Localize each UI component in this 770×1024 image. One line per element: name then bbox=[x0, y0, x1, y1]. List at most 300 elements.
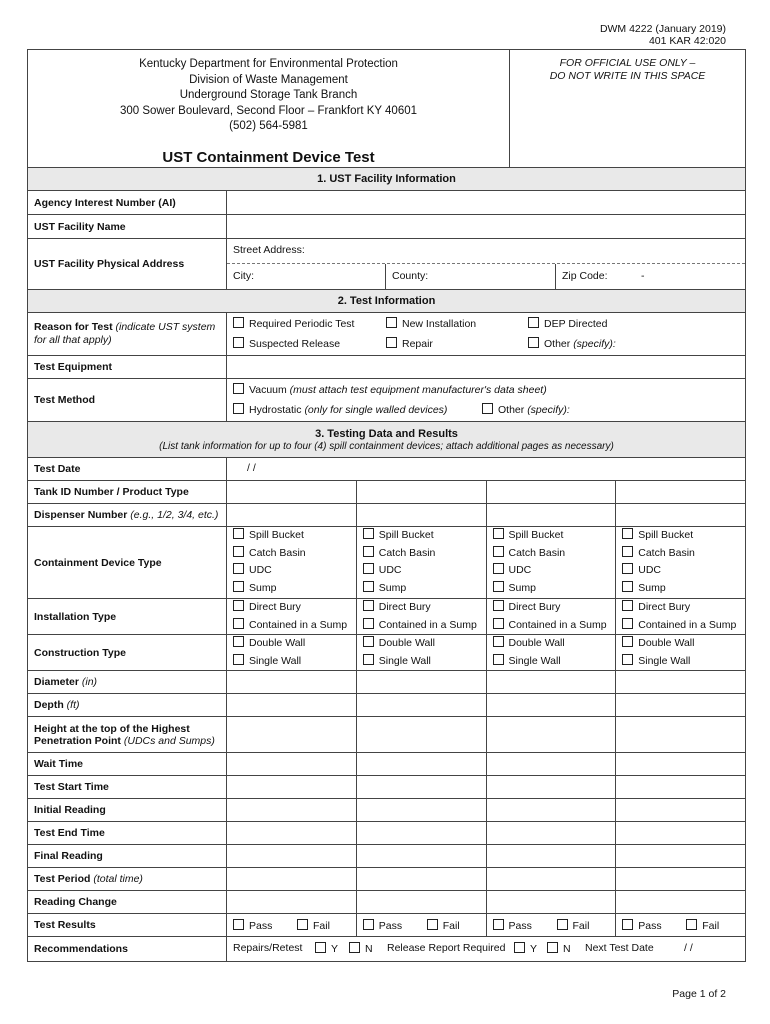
ai-field[interactable] bbox=[227, 191, 745, 214]
reason-other[interactable] bbox=[528, 337, 616, 350]
agency-line: 300 Sower Boulevard, Second Floor – Frankfort KY 40601 bbox=[119, 104, 418, 117]
option-label: Double Wall bbox=[378, 637, 435, 649]
row-test-results bbox=[28, 914, 745, 937]
checkbox[interactable] bbox=[233, 581, 244, 592]
label-facility-name: UST Facility Name bbox=[28, 215, 227, 238]
option-label: Double Wall bbox=[249, 637, 306, 649]
checkbox[interactable] bbox=[493, 618, 504, 629]
checkbox[interactable] bbox=[363, 528, 374, 539]
opt-direct-bury[interactable] bbox=[487, 599, 616, 617]
checkbox[interactable] bbox=[547, 942, 558, 953]
option-label: Single Wall bbox=[638, 654, 691, 667]
test-period-label: Test Period bbox=[34, 873, 91, 885]
city-field[interactable] bbox=[227, 264, 386, 289]
opt-sump[interactable] bbox=[227, 580, 356, 598]
section-1-heading: 1. UST Facility Information bbox=[28, 168, 745, 191]
official-use-line: FOR OFFICIAL USE ONLY – bbox=[559, 57, 696, 69]
reading-change-cell[interactable] bbox=[487, 891, 617, 913]
reading-change-cells bbox=[227, 891, 745, 913]
label-final-reading: Final Reading bbox=[28, 845, 227, 867]
option-label: Double Wall bbox=[508, 637, 565, 649]
opt-catch-basin[interactable] bbox=[357, 545, 486, 563]
opt-udc[interactable] bbox=[487, 562, 616, 580]
opt-single-wall[interactable] bbox=[487, 653, 616, 671]
checkbox[interactable] bbox=[363, 563, 374, 574]
checkbox[interactable] bbox=[622, 546, 633, 557]
reading-change-cell[interactable] bbox=[227, 891, 357, 913]
next-test-date-field[interactable]: / / bbox=[684, 942, 693, 954]
result-fail[interactable] bbox=[557, 919, 590, 932]
opt-contained-in-sump[interactable] bbox=[487, 617, 616, 635]
final-reading-cell[interactable] bbox=[487, 845, 617, 867]
checkbox[interactable] bbox=[363, 581, 374, 592]
option-label: Spill Bucket bbox=[638, 529, 694, 541]
checkbox[interactable] bbox=[493, 919, 504, 930]
containment-cell bbox=[357, 527, 487, 598]
form-number: DWM 4222 (January 2019) bbox=[599, 23, 726, 35]
checkbox[interactable] bbox=[297, 919, 308, 930]
checkbox[interactable] bbox=[233, 654, 244, 665]
final-reading-cell[interactable] bbox=[616, 845, 745, 867]
opt-udc[interactable] bbox=[357, 562, 486, 580]
checkbox[interactable] bbox=[233, 600, 244, 611]
diameter-cell[interactable] bbox=[616, 671, 745, 693]
agency-line: Division of Waste Management bbox=[189, 73, 348, 86]
initial-reading-cells bbox=[227, 799, 745, 821]
option-label: N bbox=[563, 943, 571, 955]
option-label: Single Wall bbox=[508, 654, 561, 667]
depth-cell[interactable] bbox=[227, 694, 357, 716]
release-yes[interactable] bbox=[514, 942, 537, 955]
label-height bbox=[28, 717, 227, 752]
dispenser-cell[interactable] bbox=[487, 504, 617, 526]
row-test-equipment bbox=[28, 356, 745, 379]
section-3-subtitle: (List tank information for up to four (4) spill containment devices; attach additional pages as necessary) bbox=[159, 441, 614, 452]
initial-reading-cell[interactable] bbox=[487, 799, 617, 821]
checkbox[interactable] bbox=[233, 383, 244, 394]
result-pass[interactable] bbox=[622, 919, 661, 932]
official-use-box bbox=[510, 50, 745, 167]
height-cells bbox=[227, 717, 745, 752]
row-wait-time bbox=[28, 753, 745, 776]
checkbox[interactable] bbox=[233, 317, 244, 328]
facility-name-field[interactable] bbox=[227, 215, 745, 238]
opt-single-wall[interactable] bbox=[357, 653, 486, 671]
option-label: Pass bbox=[638, 920, 662, 932]
opt-spill-bucket[interactable] bbox=[227, 527, 356, 545]
test-end-cell[interactable] bbox=[357, 822, 487, 844]
reason-label: Reason for Test bbox=[34, 321, 113, 333]
city-county-zip bbox=[227, 264, 745, 289]
test-equipment-field[interactable] bbox=[227, 356, 745, 378]
wait-time-cell[interactable] bbox=[616, 753, 745, 775]
opt-double-wall[interactable] bbox=[616, 635, 745, 653]
checkbox[interactable] bbox=[622, 636, 633, 647]
construction-cells bbox=[227, 635, 745, 670]
row-reading-change bbox=[28, 891, 745, 914]
test-results-cells bbox=[227, 914, 745, 936]
test-end-cell[interactable] bbox=[227, 822, 357, 844]
repairs-yes[interactable] bbox=[315, 942, 338, 955]
test-start-cell[interactable] bbox=[487, 776, 617, 798]
checkbox[interactable] bbox=[622, 600, 633, 611]
depth-cell[interactable] bbox=[487, 694, 617, 716]
option-label: Pass bbox=[249, 920, 273, 932]
test-period-cell[interactable] bbox=[487, 868, 617, 890]
checkbox[interactable] bbox=[233, 919, 244, 930]
height-note: (UDCs and Sumps) bbox=[123, 734, 215, 747]
checkbox[interactable] bbox=[363, 654, 374, 665]
official-use-line: DO NOT WRITE IN THIS SPACE bbox=[549, 70, 706, 82]
release-no[interactable] bbox=[547, 942, 571, 955]
final-reading-cell[interactable] bbox=[227, 845, 357, 867]
diameter-cell[interactable] bbox=[487, 671, 617, 693]
option-label: Spill Bucket bbox=[378, 529, 434, 541]
row-test-date bbox=[28, 458, 745, 481]
result-pass[interactable] bbox=[493, 919, 532, 932]
date-separators: / / bbox=[247, 462, 256, 474]
method-vacuum[interactable] bbox=[233, 383, 547, 396]
checkbox[interactable] bbox=[622, 563, 633, 574]
checkbox[interactable] bbox=[233, 337, 244, 348]
option-label: Single Wall bbox=[249, 654, 302, 667]
checkbox[interactable] bbox=[622, 581, 633, 592]
installation-cell bbox=[357, 599, 487, 634]
option-label: Single Wall bbox=[378, 654, 431, 667]
height-cell[interactable] bbox=[227, 717, 357, 752]
option-label: Pass bbox=[378, 920, 403, 932]
agency-line: Underground Storage Tank Branch bbox=[179, 89, 358, 101]
test-start-cell[interactable] bbox=[227, 776, 357, 798]
form-frame bbox=[27, 49, 746, 962]
installation-cell bbox=[227, 599, 357, 634]
tank-id-cell[interactable] bbox=[227, 481, 357, 503]
option-label: Vacuum bbox=[249, 384, 287, 396]
initial-reading-cell[interactable] bbox=[227, 799, 357, 821]
diameter-cell[interactable] bbox=[227, 671, 357, 693]
initial-reading-cell[interactable] bbox=[616, 799, 745, 821]
checkbox[interactable] bbox=[233, 618, 244, 629]
label-wait-time: Wait Time bbox=[28, 753, 227, 775]
opt-sump[interactable] bbox=[487, 580, 616, 598]
checkbox[interactable] bbox=[557, 919, 568, 930]
wait-time-cell[interactable] bbox=[487, 753, 617, 775]
row-reason-for-test bbox=[28, 313, 745, 356]
form-header bbox=[28, 50, 745, 168]
row-facility-name bbox=[28, 215, 745, 239]
address-fields bbox=[227, 239, 745, 289]
specify-note: (specify): bbox=[527, 404, 570, 416]
opt-single-wall[interactable] bbox=[227, 653, 356, 671]
checkbox[interactable] bbox=[233, 563, 244, 574]
row-final-reading bbox=[28, 845, 745, 868]
row-tank-id bbox=[28, 481, 745, 504]
vacuum-note: (must attach test equipment manufacturer's data sheet) bbox=[289, 384, 547, 396]
label-test-end-time: Test End Time bbox=[28, 822, 227, 844]
option-label: Other bbox=[544, 338, 571, 350]
checkbox[interactable] bbox=[622, 654, 633, 665]
opt-udc[interactable] bbox=[616, 562, 745, 580]
reason-periodic[interactable] bbox=[233, 317, 354, 330]
opt-double-wall[interactable] bbox=[357, 635, 486, 653]
checkbox[interactable] bbox=[386, 337, 397, 348]
checkbox[interactable] bbox=[233, 636, 244, 647]
opt-catch-basin[interactable] bbox=[616, 545, 745, 563]
row-dispenser bbox=[28, 504, 745, 527]
checkbox[interactable] bbox=[493, 563, 504, 574]
option-label: Fail bbox=[313, 920, 330, 932]
opt-catch-basin[interactable] bbox=[487, 545, 616, 563]
construction-cell bbox=[487, 635, 617, 670]
label-test-period bbox=[28, 868, 227, 890]
diameter-cell[interactable] bbox=[357, 671, 487, 693]
option-label: UDC bbox=[638, 564, 661, 577]
checkbox[interactable] bbox=[315, 942, 326, 953]
checkbox[interactable] bbox=[622, 528, 633, 539]
street-field[interactable] bbox=[227, 239, 745, 264]
option-label: Hydrostatic bbox=[249, 404, 302, 416]
result-pass[interactable] bbox=[233, 919, 272, 932]
row-agency-interest bbox=[28, 191, 745, 215]
section-2-heading: 2. Test Information bbox=[28, 290, 745, 313]
row-recommendations bbox=[28, 937, 745, 961]
checkbox[interactable] bbox=[493, 546, 504, 557]
checkbox[interactable] bbox=[233, 528, 244, 539]
opt-double-wall[interactable] bbox=[487, 635, 616, 653]
option-label: Catch Basin bbox=[638, 546, 695, 559]
repairs-retest-label: Repairs/Retest bbox=[233, 942, 303, 954]
reading-change-cell[interactable] bbox=[357, 891, 487, 913]
option-label: Fail bbox=[702, 920, 720, 932]
height-cell[interactable] bbox=[616, 717, 745, 752]
opt-contained-in-sump[interactable] bbox=[616, 617, 745, 635]
label-test-date: Test Date bbox=[28, 458, 227, 480]
checkbox[interactable] bbox=[493, 600, 504, 611]
opt-double-wall[interactable] bbox=[227, 635, 356, 653]
diameter-unit: (in) bbox=[81, 676, 98, 688]
test-end-cell[interactable] bbox=[487, 822, 617, 844]
option-label: Direct Bury bbox=[249, 601, 301, 613]
installation-cell bbox=[487, 599, 617, 634]
checkbox[interactable] bbox=[427, 919, 438, 930]
option-label: Suspected Release bbox=[249, 338, 341, 350]
depth-cells bbox=[227, 694, 745, 716]
checkbox[interactable] bbox=[349, 942, 360, 953]
option-label: Contained in a Sump bbox=[638, 618, 737, 631]
county-label: County: bbox=[392, 270, 429, 282]
hydro-note: (only for single walled devices) bbox=[304, 404, 448, 416]
section-3-title: 3. Testing Data and Results bbox=[315, 428, 458, 440]
test-period-cell[interactable] bbox=[616, 868, 745, 890]
tank-id-cell[interactable] bbox=[616, 481, 745, 503]
opt-catch-basin[interactable] bbox=[227, 545, 356, 563]
initial-reading-cell[interactable] bbox=[357, 799, 487, 821]
label-containment: Containment Device Type bbox=[28, 527, 227, 598]
test-start-cell[interactable] bbox=[616, 776, 745, 798]
checkbox[interactable] bbox=[386, 317, 397, 328]
reason-repair[interactable] bbox=[386, 337, 433, 350]
tank-id-cell[interactable] bbox=[487, 481, 617, 503]
county-field[interactable] bbox=[386, 264, 556, 289]
label-initial-reading: Initial Reading bbox=[28, 799, 227, 821]
reason-suspected-release[interactable] bbox=[233, 337, 340, 350]
containment-cell bbox=[487, 527, 617, 598]
result-fail[interactable] bbox=[297, 919, 330, 932]
opt-udc[interactable] bbox=[227, 562, 356, 580]
option-label: Sump bbox=[638, 581, 666, 594]
checkbox[interactable] bbox=[686, 919, 697, 930]
opt-direct-bury[interactable] bbox=[357, 599, 486, 617]
result-fail[interactable] bbox=[686, 919, 719, 932]
option-label: Direct Bury bbox=[378, 601, 431, 613]
checkbox[interactable] bbox=[514, 942, 525, 953]
containment-cell bbox=[227, 527, 357, 598]
opt-sump[interactable] bbox=[357, 580, 486, 598]
label-test-method: Test Method bbox=[28, 379, 227, 421]
construction-cell bbox=[357, 635, 487, 670]
opt-contained-in-sump[interactable] bbox=[357, 617, 486, 635]
depth-cell[interactable] bbox=[616, 694, 745, 716]
wait-time-cell[interactable] bbox=[227, 753, 357, 775]
installation-cells bbox=[227, 599, 745, 634]
label-dispenser bbox=[28, 504, 227, 526]
tank-id-cells bbox=[227, 481, 745, 503]
agency-line: (502) 564-5981 bbox=[229, 120, 308, 132]
tank-id-cell[interactable] bbox=[357, 481, 487, 503]
dispenser-label: Dispenser Number bbox=[34, 509, 128, 521]
opt-sump[interactable] bbox=[616, 580, 745, 598]
method-hydrostatic[interactable] bbox=[233, 403, 447, 416]
label-test-results: Test Results bbox=[28, 914, 227, 936]
zip-field[interactable] bbox=[556, 264, 745, 289]
checkbox[interactable] bbox=[363, 546, 374, 557]
checkbox[interactable] bbox=[622, 919, 633, 930]
recommendations-field bbox=[227, 937, 745, 961]
row-test-period bbox=[28, 868, 745, 891]
checkbox[interactable] bbox=[493, 528, 504, 539]
row-initial-reading bbox=[28, 799, 745, 822]
option-label: Contained in a Sump bbox=[378, 618, 477, 631]
agency-block bbox=[28, 50, 510, 167]
label-construction: Construction Type bbox=[28, 635, 227, 670]
checkbox[interactable] bbox=[363, 919, 374, 930]
containment-cells bbox=[227, 527, 745, 598]
opt-single-wall[interactable] bbox=[616, 653, 745, 671]
label-test-equipment: Test Equipment bbox=[28, 356, 227, 378]
reading-change-cell[interactable] bbox=[616, 891, 745, 913]
option-label: N bbox=[365, 943, 373, 955]
opt-spill-bucket[interactable] bbox=[487, 527, 616, 545]
checkbox[interactable] bbox=[622, 618, 633, 629]
opt-direct-bury[interactable] bbox=[616, 599, 745, 617]
row-test-method bbox=[28, 379, 745, 422]
option-label: Double Wall bbox=[638, 637, 695, 649]
row-depth bbox=[28, 694, 745, 717]
label-installation: Installation Type bbox=[28, 599, 227, 634]
option-label: Sump bbox=[378, 581, 407, 594]
final-reading-cell[interactable] bbox=[357, 845, 487, 867]
checkbox[interactable] bbox=[482, 403, 493, 414]
city-label: City: bbox=[233, 270, 254, 282]
checkbox[interactable] bbox=[233, 546, 244, 557]
test-period-cell[interactable] bbox=[227, 868, 357, 890]
reason-options bbox=[227, 313, 745, 355]
opt-spill-bucket[interactable] bbox=[616, 527, 745, 545]
height-cell[interactable] bbox=[357, 717, 487, 752]
result-fail[interactable] bbox=[427, 919, 460, 932]
label-recommendations: Recommendations bbox=[28, 937, 227, 961]
result-pass[interactable] bbox=[363, 919, 402, 932]
form-id bbox=[600, 23, 726, 47]
row-test-end-time bbox=[28, 822, 745, 845]
label-ai: Agency Interest Number (AI) bbox=[28, 191, 227, 214]
dispenser-cell[interactable] bbox=[227, 504, 357, 526]
test-result-cell bbox=[487, 914, 617, 936]
test-start-cells bbox=[227, 776, 745, 798]
depth-cell[interactable] bbox=[357, 694, 487, 716]
containment-cell bbox=[616, 527, 745, 598]
checkbox[interactable] bbox=[528, 317, 539, 328]
dispenser-cell[interactable] bbox=[616, 504, 745, 526]
height-cell[interactable] bbox=[487, 717, 617, 752]
zip-separator: - bbox=[641, 270, 645, 282]
checkbox[interactable] bbox=[493, 654, 504, 665]
test-date-field[interactable] bbox=[227, 458, 745, 480]
option-label: Catch Basin bbox=[378, 546, 436, 559]
depth-label: Depth bbox=[34, 699, 64, 711]
test-start-cell[interactable] bbox=[357, 776, 487, 798]
test-end-cells bbox=[227, 822, 745, 844]
reason-dep-directed[interactable] bbox=[528, 317, 607, 330]
option-label: New Installation bbox=[402, 318, 477, 330]
test-end-cell[interactable] bbox=[616, 822, 745, 844]
dispenser-note: (e.g., 1/2, 3/4, etc.) bbox=[130, 509, 219, 521]
specify-note: (specify): bbox=[573, 338, 616, 350]
opt-direct-bury[interactable] bbox=[227, 599, 356, 617]
label-depth bbox=[28, 694, 227, 716]
wait-time-cell[interactable] bbox=[357, 753, 487, 775]
height-label-line2: Penetration Point bbox=[34, 734, 121, 747]
repairs-no[interactable] bbox=[349, 942, 373, 955]
checkbox[interactable] bbox=[363, 636, 374, 647]
option-label: Catch Basin bbox=[508, 546, 566, 559]
option-label: Sump bbox=[508, 581, 536, 594]
test-result-cell bbox=[227, 914, 357, 936]
checkbox[interactable] bbox=[363, 618, 374, 629]
reason-note: (indicate UST system for all that apply) bbox=[34, 321, 216, 346]
test-period-cell[interactable] bbox=[357, 868, 487, 890]
checkbox[interactable] bbox=[233, 403, 244, 414]
test-result-cell bbox=[616, 914, 745, 936]
checkbox[interactable] bbox=[493, 581, 504, 592]
opt-contained-in-sump[interactable] bbox=[227, 617, 356, 635]
option-label: Required Periodic Test bbox=[249, 318, 355, 330]
option-label: Catch Basin bbox=[249, 546, 306, 559]
regulation-ref: 401 KAR 42:020 bbox=[648, 35, 726, 47]
checkbox[interactable] bbox=[528, 337, 539, 348]
reason-new-installation[interactable] bbox=[386, 317, 476, 330]
dispenser-cell[interactable] bbox=[357, 504, 487, 526]
checkbox[interactable] bbox=[493, 636, 504, 647]
depth-unit: (ft) bbox=[66, 699, 80, 711]
option-label: Sump bbox=[249, 581, 277, 594]
form-title: UST Containment Device Test bbox=[162, 148, 375, 166]
method-other[interactable] bbox=[482, 403, 570, 416]
option-label: UDC bbox=[508, 564, 532, 577]
checkbox[interactable] bbox=[363, 600, 374, 611]
opt-spill-bucket[interactable] bbox=[357, 527, 486, 545]
test-result-cell bbox=[357, 914, 487, 936]
